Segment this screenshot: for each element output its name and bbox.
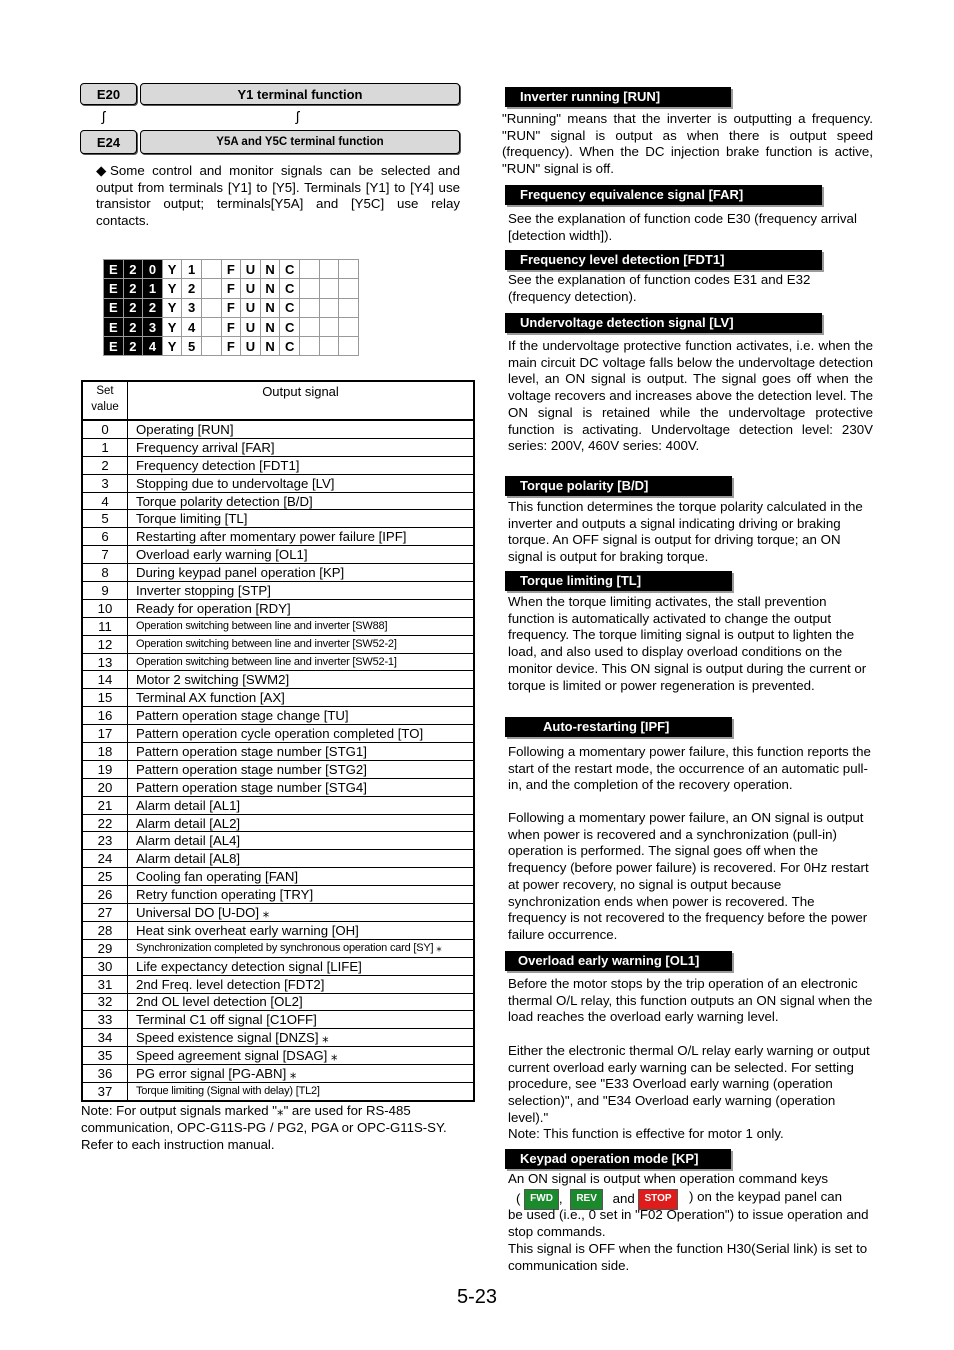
table-row [82, 832, 474, 850]
keypad-grid-cell: E [104, 298, 124, 317]
table-row [82, 778, 474, 796]
keypad-grid-cell [299, 337, 319, 356]
keypad-grid-cell: C [280, 260, 300, 279]
range-mark-left: ʃ [102, 108, 106, 124]
set-value-cell: 19 [82, 760, 128, 778]
text-kp-2a: ) on the keypad panel can [689, 1189, 843, 1204]
output-signal-cell: Alarm detail [AL2] [128, 814, 475, 832]
table-row [82, 743, 474, 761]
keypad-grid-cell: U [241, 260, 261, 279]
output-signal-cell: Retry function operating [TRY] [128, 886, 475, 904]
keypad-grid-cell [339, 279, 359, 298]
keypad-grid-cell: 2 [123, 279, 143, 298]
keypad-grid-cell: C [280, 279, 300, 298]
set-value-cell: 33 [82, 1011, 128, 1029]
keypad-grid-cell [201, 279, 221, 298]
text-lv: If the undervoltage protective function activates, i.e. when the main circuit DC voltage falls below the undervoltage detection level, an ON signal is output. The signal goes off when the voltage recovers and increases above the detection level. The ON signal is retained while the undervoltage protective function is activating. Undervoltage detection level: 230V series: 200V, 460V series: 400V. [508, 338, 873, 454]
keypad-grid-cell: E [104, 317, 124, 336]
output-signal-cell: Operation switching between line and inverter [SW52-1] [128, 653, 475, 671]
text-bd: This function determines the torque polarity calculated in the inverter and outputs a signal indicating driving or braking torque. An OFF signal is output for driving torque; an ON signal is output for braking torque. [508, 499, 863, 565]
keypad-grid-cell: N [260, 317, 280, 336]
keypad-grid-cell: 2 [123, 337, 143, 356]
keypad-grid-cell: E [104, 337, 124, 356]
output-signal-cell: Operation switching between line and inverter [SW88] [128, 617, 475, 635]
output-signal-cell: 2nd OL level detection [OL2] [128, 993, 475, 1011]
set-value-cell: 25 [82, 868, 128, 886]
keypad-grid-cell [319, 317, 339, 336]
table-row [82, 939, 474, 957]
keypad-grid-cell [339, 298, 359, 317]
set-value-cell: 13 [82, 653, 128, 671]
output-signal-cell: Stopping due to undervoltage [LV] [128, 474, 475, 492]
keypad-grid-cell: Y [162, 317, 182, 336]
keypad-grid-cell: Y [162, 337, 182, 356]
set-value-cell: 0 [82, 420, 128, 438]
set-value-cell: 24 [82, 850, 128, 868]
table-row [82, 689, 474, 707]
set-value-cell: 37 [82, 1082, 128, 1100]
table-row [82, 528, 474, 546]
heading-far: Frequency equivalence signal [FAR] [505, 185, 822, 205]
keypad-grid-cell: F [221, 260, 241, 279]
keypad-grid-cell: 2 [143, 298, 163, 317]
table-row [82, 653, 474, 671]
set-value-cell: 2 [82, 456, 128, 474]
keypad-grid-cell [339, 260, 359, 279]
table-row [82, 814, 474, 832]
keypad-grid-cell: 4 [182, 317, 202, 336]
output-signal-cell: Terminal AX function [AX] [128, 689, 475, 707]
table-row [82, 725, 474, 743]
output-signal-cell: Frequency arrival [FAR] [128, 438, 475, 456]
output-signal-table [81, 380, 475, 1102]
keypad-grid-cell [201, 317, 221, 336]
set-value-cell: 28 [82, 921, 128, 939]
table-row [82, 707, 474, 725]
set-value-cell: 10 [82, 599, 128, 617]
output-signal-cell: Operation switching between line and inverter [SW52-2] [128, 635, 475, 653]
output-signal-cell: Pattern operation stage number [STG4] [128, 778, 475, 796]
keypad-grid-cell: 1 [143, 279, 163, 298]
table-row [82, 1029, 474, 1047]
table-row [82, 1047, 474, 1065]
keypad-grid-cell: E [104, 260, 124, 279]
table-row [82, 438, 474, 456]
set-value-cell: 22 [82, 814, 128, 832]
keypad-grid-cell: 2 [123, 298, 143, 317]
table-row [82, 957, 474, 975]
output-signal-cell: Life expectancy detection signal [LIFE] [128, 957, 475, 975]
output-signal-cell: Pattern operation stage number [STG2] [128, 760, 475, 778]
keypad-grid-cell: Y [162, 279, 182, 298]
keypad-grid-row [104, 298, 359, 317]
table-row [82, 1011, 474, 1029]
stop-key-icon: STOP [638, 1189, 677, 1210]
code-e24-title: Y5A and Y5C terminal function [216, 136, 384, 148]
code-e24-box [80, 130, 137, 154]
set-value-cell: 6 [82, 528, 128, 546]
table-row [82, 617, 474, 635]
set-value-cell: 5 [82, 510, 128, 528]
table-row [82, 564, 474, 582]
table-row [82, 1065, 474, 1083]
rev-key-icon: REV [570, 1189, 603, 1210]
output-signal-cell: Torque limiting [TL] [128, 510, 475, 528]
text-far: See the explanation of function code E30 (frequency arrival [detection width]). [508, 211, 857, 243]
keypad-grid-cell: N [260, 279, 280, 298]
table-row [82, 599, 474, 617]
table-note: Note: For output signals marked "⁎" are used for RS-485 communication, OPC-G11S-PG / PG2, PGA or OPC-G11S-SY. Refer to each instruction manual. [81, 1103, 447, 1152]
keypad-grid-row [104, 337, 359, 356]
output-signal-cell: Speed existence signal [DNZS] ⁎ [128, 1029, 475, 1047]
table-row [82, 868, 474, 886]
keypad-grid-cell [319, 298, 339, 317]
heading-ol1: Overload early warning [OL1] [505, 951, 732, 971]
keypad-display-grid [103, 259, 359, 356]
table-row [82, 796, 474, 814]
set-value-cell: 23 [82, 832, 128, 850]
keypad-grid-cell: C [280, 337, 300, 356]
output-signal-cell: Alarm detail [AL8] [128, 850, 475, 868]
set-value-cell: 3 [82, 474, 128, 492]
code-e20: E20 [96, 86, 121, 102]
heading-run: Inverter running [RUN] [505, 87, 731, 107]
output-signal-cell: Synchronization completed by synchronous operation card [SY] ⁎ [128, 939, 475, 957]
set-value-cell: 29 [82, 939, 128, 957]
table-row [82, 492, 474, 510]
keypad-grid-cell: F [221, 317, 241, 336]
keypad-grid-cell: F [221, 298, 241, 317]
keypad-grid-cell: N [260, 298, 280, 317]
text-run: "Running" means that the inverter is outputting a frequency. "RUN" signal is output as when there is output speed (frequency). When the DC injection brake function is active, "RUN" signal is off. [502, 111, 873, 177]
output-signal-cell: PG error signal [PG-ABN] ⁎ [128, 1065, 475, 1083]
output-signal-cell: 2nd Freq. level detection [FDT2] [128, 975, 475, 993]
keypad-grid-cell: 2 [182, 279, 202, 298]
table-row [82, 635, 474, 653]
text-kp-2: be used (i.e., 0 set in "F02 Operation") to issue operation and stop commands. [508, 1207, 869, 1239]
output-signal-cell: Inverter stopping [STP] [128, 582, 475, 600]
set-value-cell: 9 [82, 582, 128, 600]
keypad-grid-row [104, 260, 359, 279]
keypad-grid-cell [319, 337, 339, 356]
table-row [82, 904, 474, 922]
keypad-grid-cell [201, 260, 221, 279]
heading-kp: Keypad operation mode [KP] [505, 1149, 731, 1169]
output-signal-cell: Alarm detail [AL1] [128, 796, 475, 814]
set-value-cell: 21 [82, 796, 128, 814]
table-row [82, 886, 474, 904]
keypad-grid-cell: 5 [182, 337, 202, 356]
keypad-grid-cell: Y [162, 298, 182, 317]
table-row [82, 546, 474, 564]
page-number: 5-23 [457, 1286, 498, 1308]
keypad-grid-cell [201, 298, 221, 317]
intro-text: ◆Some control and monitor signals can be selected and output from terminals [Y1] to [Y5]. Terminals [Y1] to [Y4] use transistor output; terminals[Y5A] and [Y5C] use relay contacts. [96, 163, 460, 229]
table-row [82, 474, 474, 492]
keypad-grid-cell: N [260, 337, 280, 356]
output-signal-cell: Restarting after momentary power failure [IPF] [128, 528, 475, 546]
kp-keys-line: ( FWD , REV and STOP [516, 1189, 876, 1210]
set-value-cell: 26 [82, 886, 128, 904]
output-signal-cell: Pattern operation stage change [TU] [128, 707, 475, 725]
set-value-cell: 15 [82, 689, 128, 707]
keypad-grid-cell [299, 317, 319, 336]
keypad-grid-cell: Y [162, 260, 182, 279]
text-kp-1: An ON signal is output when operation command keys [508, 1171, 829, 1186]
output-signal-cell: Ready for operation [RDY] [128, 599, 475, 617]
code-e20-title-box [140, 83, 460, 105]
output-signal-cell: Pattern operation stage number [STG1] [128, 743, 475, 761]
keypad-grid-cell [299, 298, 319, 317]
heading-ipf: Auto-restarting [IPF] [505, 717, 732, 737]
set-value-cell: 16 [82, 707, 128, 725]
set-value-cell: 11 [82, 617, 128, 635]
table-row [82, 420, 474, 438]
keypad-grid-cell: 3 [182, 298, 202, 317]
keypad-grid-cell: 2 [123, 260, 143, 279]
code-e20-title: Y1 terminal function [237, 86, 363, 102]
set-value-cell: 17 [82, 725, 128, 743]
table-row [82, 582, 474, 600]
keypad-grid-cell: C [280, 317, 300, 336]
set-value-cell: 30 [82, 957, 128, 975]
keypad-grid-cell: U [241, 317, 261, 336]
code-e24-title-box [140, 130, 460, 154]
text-ol1-1: Before the motor stops by the trip operation of an electronic thermal O/L relay, this function outputs an ON signal when the load reaches the overload early warning level. [508, 976, 873, 1025]
set-value-cell: 1 [82, 438, 128, 456]
keypad-grid-cell: F [221, 337, 241, 356]
table-row [82, 975, 474, 993]
table-row [82, 850, 474, 868]
set-value-cell: 36 [82, 1065, 128, 1083]
keypad-grid-cell: U [241, 337, 261, 356]
set-value-cell: 4 [82, 492, 128, 510]
keypad-grid-cell: U [241, 298, 261, 317]
set-value-cell: 14 [82, 671, 128, 689]
output-signal-cell: Overload early warning [OL1] [128, 546, 475, 564]
output-signal-cell: Universal DO [U-DO] ⁎ [128, 904, 475, 922]
keypad-grid-cell: 0 [143, 260, 163, 279]
output-signal-cell: Torque limiting (Signal with delay) [TL2] [128, 1082, 475, 1100]
range-mark-right: ʃ [296, 108, 300, 124]
keypad-grid-cell: 2 [123, 317, 143, 336]
table-row [82, 456, 474, 474]
keypad-grid-cell [319, 279, 339, 298]
text-kp-3: This signal is OFF when the function H30(Serial link) is set to communication side. [508, 1241, 868, 1273]
output-signal-cell: Pattern operation cycle operation completed [TO] [128, 725, 475, 743]
keypad-grid-cell: C [280, 298, 300, 317]
set-value-cell: 34 [82, 1029, 128, 1047]
fwd-key-icon: FWD [524, 1189, 559, 1210]
set-value-cell: 12 [82, 635, 128, 653]
set-value-cell: 27 [82, 904, 128, 922]
keypad-grid-row [104, 279, 359, 298]
keypad-grid-cell: U [241, 279, 261, 298]
text-ipf-1: Following a momentary power failure, this function reports the start of the restart mode, the occurrence of an automatic pull-in, and the completion of the recovery operation. [508, 744, 871, 793]
heading-tl: Torque limiting [TL] [505, 571, 732, 591]
table-row [82, 921, 474, 939]
set-value-cell: 32 [82, 993, 128, 1011]
table-row [82, 760, 474, 778]
keypad-grid-cell: 4 [143, 337, 163, 356]
set-value-cell: 35 [82, 1047, 128, 1065]
set-value-cell: 7 [82, 546, 128, 564]
keypad-grid-cell: E [104, 279, 124, 298]
table-row [82, 671, 474, 689]
keypad-grid-row [104, 317, 359, 336]
text-tl: When the torque limiting activates, the stall prevention function is automatically activated to change the output frequency. The torque limiting signal is output to lighten the load, and also used to display overload conditions on the monitor device. This ON signal is output during the current or torque is limited or power regeneration is prevented. [508, 594, 867, 693]
keypad-grid-cell [299, 260, 319, 279]
output-signal-cell: Cooling fan operating [FAN] [128, 868, 475, 886]
table-row [82, 510, 474, 528]
set-value-cell: 8 [82, 564, 128, 582]
output-signal-cell: During keypad panel operation [KP] [128, 564, 475, 582]
output-signal-cell: Operating [RUN] [128, 420, 475, 438]
heading-bd: Torque polarity [B/D] [505, 476, 732, 496]
output-signal-cell: Speed agreement signal [DSAG] ⁎ [128, 1047, 475, 1065]
output-signal-cell: Heat sink overheat early warning [OH] [128, 921, 475, 939]
table-row [82, 993, 474, 1011]
keypad-grid-cell [299, 279, 319, 298]
keypad-grid-cell [339, 317, 359, 336]
table-row [82, 1082, 474, 1100]
text-ipf-2: Following a momentary power failure, an ON signal is output when power is recovered and a synchronization (pull-in) operation is performed. The signal goes off when the frequency (before power failure) is recovered. For 0Hz restart at power recovery, no signal is output because synchronization ends when power is recovered. The frequency is not recovered to the frequency before the power failure occurrence. [508, 810, 869, 942]
keypad-grid-cell [201, 337, 221, 356]
keypad-grid-cell: N [260, 260, 280, 279]
set-value-cell: 18 [82, 743, 128, 761]
heading-lv: Undervoltage detection signal [LV] [505, 313, 822, 333]
keypad-grid-cell [339, 337, 359, 356]
output-signal-cell: Alarm detail [AL4] [128, 832, 475, 850]
keypad-grid-cell: 1 [182, 260, 202, 279]
text-ol1-3: Note: This function is effective for motor 1 only. [508, 1126, 784, 1141]
keypad-grid-cell: F [221, 279, 241, 298]
keypad-grid-cell [319, 260, 339, 279]
code-e24: E24 [96, 134, 121, 150]
header-set-value: Set value [82, 381, 128, 420]
heading-fdt1: Frequency level detection [FDT1] [505, 250, 822, 270]
set-value-cell: 31 [82, 975, 128, 993]
text-fdt1: See the explanation of function codes E31 and E32 (frequency detection). [508, 272, 811, 304]
set-value-cell: 20 [82, 778, 128, 796]
output-signal-cell: Terminal C1 off signal [C1OFF] [128, 1011, 475, 1029]
output-signal-cell: Frequency detection [FDT1] [128, 456, 475, 474]
text-ol1-2: Either the electronic thermal O/L relay early warning or output current overload early warning can be selected. For setting procedure, see "E33 Overload early warning (operation selection)", and "E34 Overload early warning (operation level)." [508, 1043, 870, 1125]
keypad-grid-cell: 3 [143, 317, 163, 336]
output-signal-cell: Motor 2 switching [SWM2] [128, 671, 475, 689]
output-signal-cell: Torque polarity detection [B/D] [128, 492, 475, 510]
code-e20-box [80, 83, 137, 105]
header-output-signal: Output signal [128, 381, 475, 420]
